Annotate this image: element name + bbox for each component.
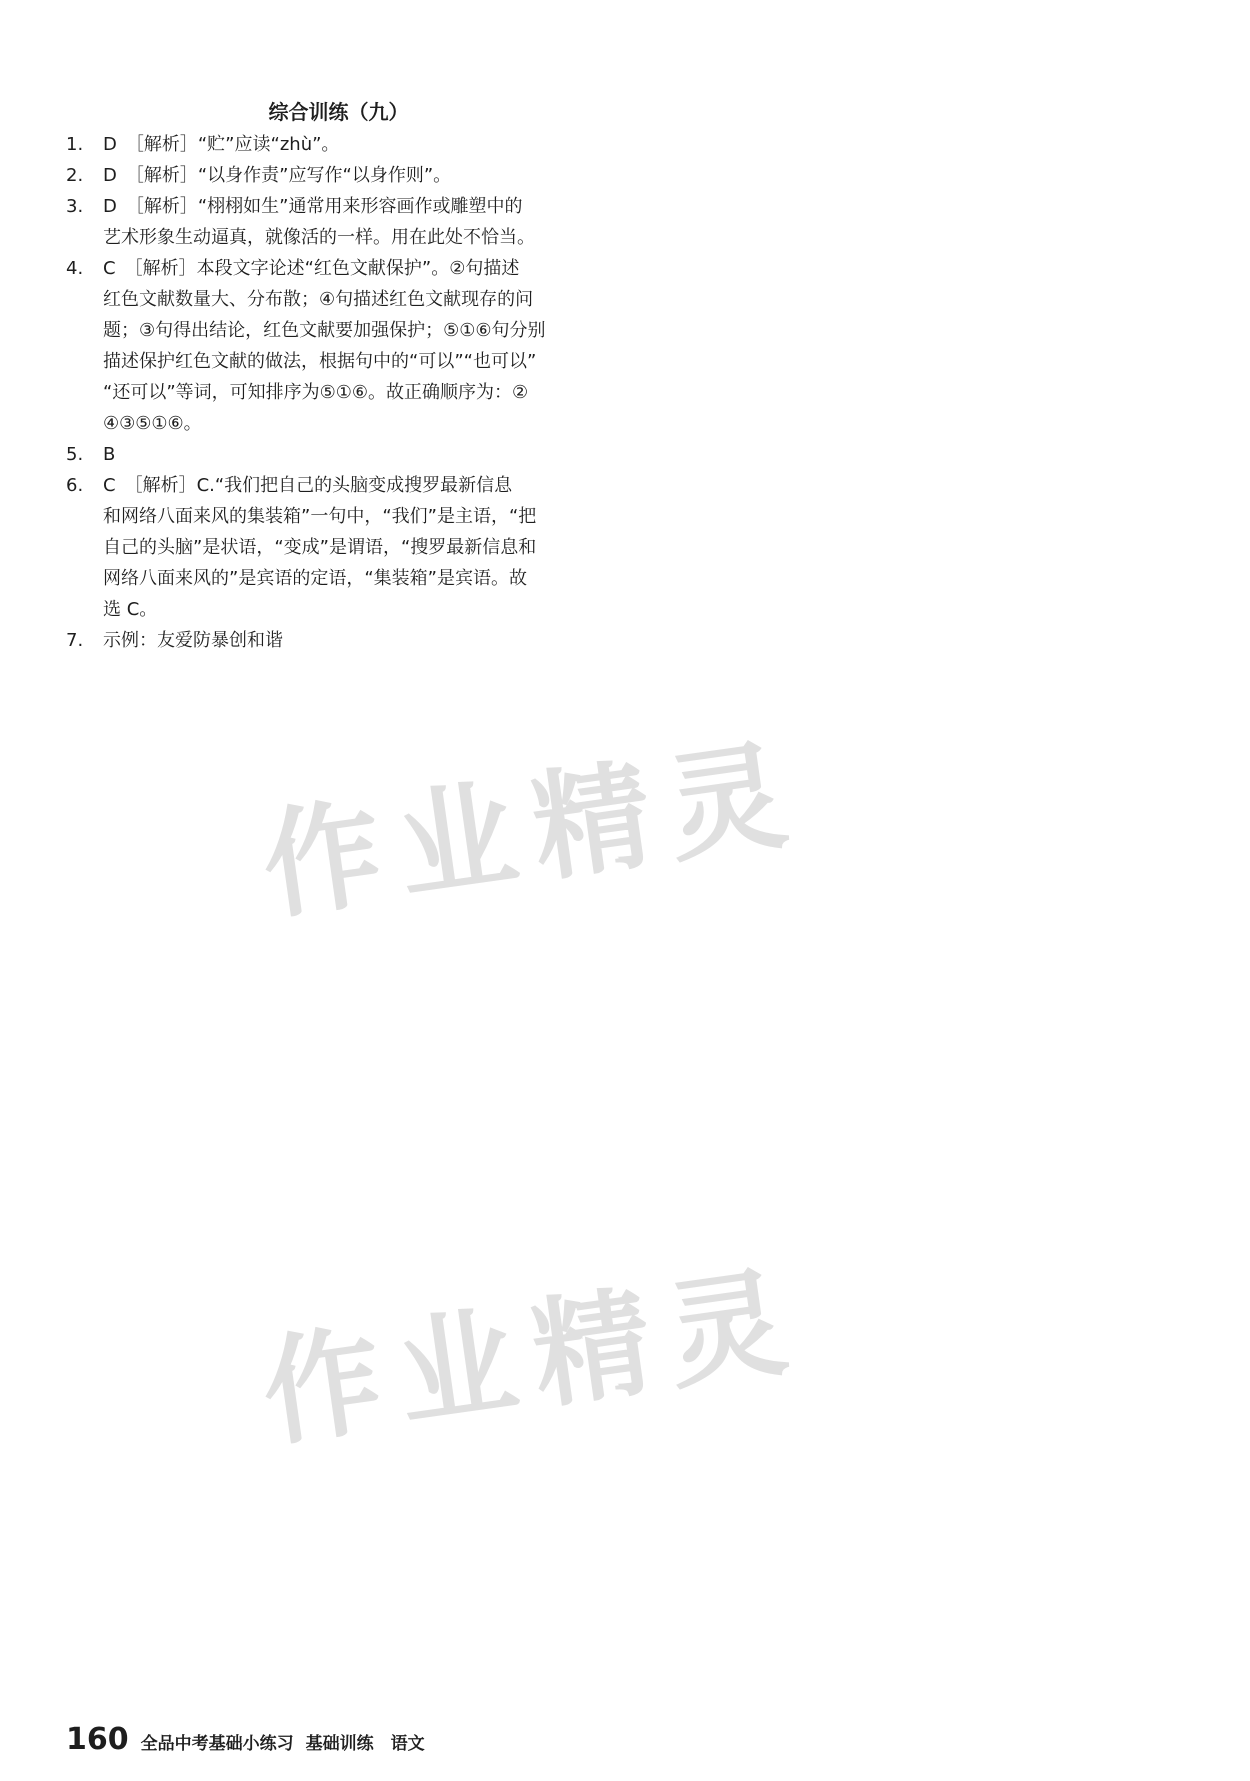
- item-text: [103, 470, 611, 625]
- item-text: [103, 253, 611, 439]
- item-line: 描述保护红色文献的做法，根据句中的“可以”“也可以”: [103, 351, 537, 372]
- answer-item: [66, 191, 611, 253]
- item-line: B: [103, 444, 116, 465]
- item-text: [103, 160, 611, 191]
- item-number: 6.: [66, 475, 84, 496]
- item-line: “还可以”等词，可知排序为⑤①⑥。故正确顺序为：②: [103, 382, 529, 403]
- answer-item: [66, 439, 611, 470]
- book-subtitle: 基础训练 语文: [305, 1734, 425, 1754]
- answer-item: [66, 129, 611, 160]
- item-text: [103, 625, 611, 656]
- item-number: 3.: [66, 196, 84, 217]
- answer-item: [66, 160, 611, 191]
- item-line: D ［解析］“以身作责”应写作“以身作则”。: [103, 165, 452, 186]
- item-line: 红色文献数量大、分布散；④句描述红色文献现存的问: [103, 289, 534, 310]
- item-text: [103, 439, 611, 470]
- item-line: 题；③句得出结论，红色文献要加强保护；⑤①⑥句分别: [103, 320, 546, 341]
- item-line: 网络八面来风的”是宾语的定语，“集装箱”是宾语。故: [103, 568, 527, 589]
- item-number: 5.: [66, 444, 84, 465]
- watermark: 作业精灵: [254, 723, 813, 937]
- item-line: 艺术形象生动逼真，就像活的一样。用在此处不恰当。: [103, 227, 535, 248]
- item-line: 自己的头脑”是状语，“变成”是谓语，“搜罗最新信息和: [103, 537, 537, 558]
- item-line: C ［解析］本段文字论述“红色文献保护”。②句描述: [103, 258, 520, 279]
- book-title: 全品中考基础小练习: [140, 1734, 294, 1754]
- watermark: 作业精灵: [254, 1250, 813, 1464]
- left-column: [66, 96, 611, 656]
- item-number: 2.: [66, 165, 84, 186]
- item-number: 7.: [66, 630, 84, 651]
- item-text: [103, 191, 611, 253]
- page-number: 160: [66, 1722, 129, 1757]
- item-text: [103, 129, 611, 160]
- item-line: 示例：友爱防暴创和谐: [103, 630, 283, 651]
- answer-item: [66, 253, 611, 439]
- item-number: 1.: [66, 134, 84, 155]
- answer-item: [66, 470, 611, 625]
- answer-item: [66, 625, 611, 656]
- section-9: [66, 96, 611, 656]
- item-line: C ［解析］C.“我们把自己的头脑变成搜罗最新信息: [103, 475, 513, 496]
- item-line: ④③⑤①⑥。: [103, 413, 202, 434]
- item-line: D ［解析］“栩栩如生”通常用来形容画作或雕塑中的: [103, 196, 523, 217]
- item-line: 选 C。: [103, 599, 158, 620]
- item-line: 和网络八面来风的集装箱”一句中，“我们”是主语，“把: [103, 506, 537, 527]
- item-number: 4.: [66, 258, 84, 279]
- item-line: D ［解析］“贮”应读“zhù”。: [103, 134, 340, 155]
- section-title: 综合训练（九）: [268, 100, 409, 124]
- page-footer: [66, 1722, 425, 1758]
